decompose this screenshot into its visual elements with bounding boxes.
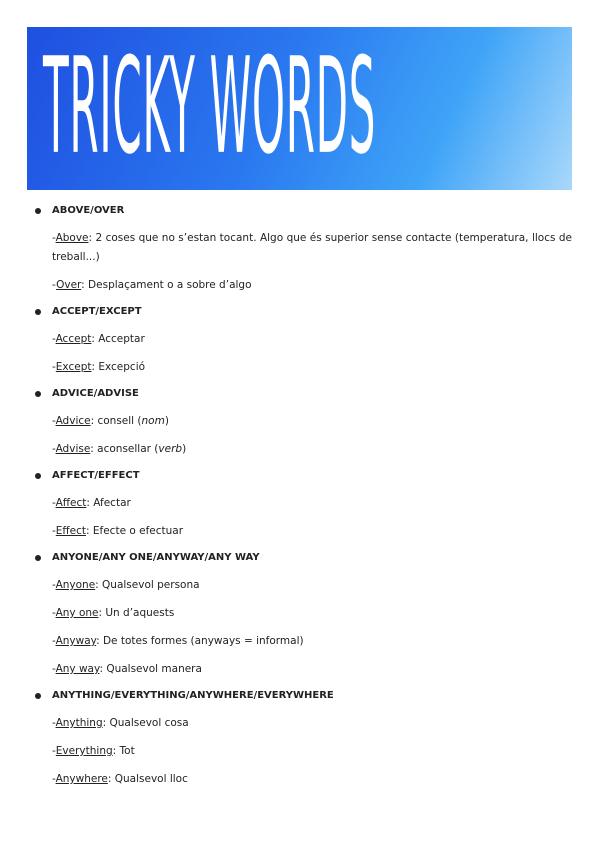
entry-term: Anyway [55, 635, 97, 647]
section-anything-everywhere [35, 688, 572, 789]
entry-term: Anything [55, 717, 103, 729]
page-title: TRICKY WORDS [43, 30, 377, 185]
entry-definition: : 2 coses que no s’estan tocant. Algo que és superior sense contacte (temperatura, llocs de treball...) [52, 232, 572, 263]
entry-definition: : Qualsevol manera [99, 663, 202, 675]
entry-term: Advice [55, 415, 91, 427]
bullet-icon [35, 391, 41, 397]
entry-definition: : Desplaçament o a sobre d’algo [81, 279, 252, 291]
entry-term: Any one [55, 607, 99, 619]
entry-definition: : Tot [112, 745, 135, 757]
section-heading: ADVICE/ADVISE [35, 386, 572, 402]
entry-term: Accept [55, 333, 92, 345]
section-heading: ACCEPT/EXCEPT [35, 304, 572, 320]
section-heading: ANYTHING/EVERYTHING/ANYWHERE/EVERYWHERE [35, 688, 572, 704]
entry-term: Advise [55, 443, 91, 455]
entry-advise: -Advise: aconsellar (verb) [52, 443, 187, 455]
section-heading: ANYONE/ANY ONE/ANYWAY/ANY WAY [35, 550, 572, 566]
entry-note: nom [141, 415, 165, 427]
section-affect-effect [35, 468, 572, 541]
entry-definition: : Excepció [91, 361, 146, 373]
entry-definition: : Qualsevol cosa [102, 717, 189, 729]
entry-except: -Except: Excepció [52, 361, 146, 373]
entry-definition: : Efecte o efectuar [86, 525, 184, 537]
entry-anything: -Anything: Qualsevol cosa [52, 717, 189, 729]
bullet-icon [35, 309, 41, 315]
bullet-icon [35, 693, 41, 699]
entry-effect: -Effect: Efecte o efectuar [52, 525, 184, 537]
entry-term: Above [55, 232, 89, 244]
section-advice-advise [35, 386, 572, 459]
entry-definition: : Qualsevol persona [95, 579, 200, 591]
entry-term: Anywhere [55, 773, 108, 785]
entry-term: Except [55, 361, 92, 373]
entry-over: -Over: Desplaçament o a sobre d’algo [52, 279, 252, 291]
entry-term: Anyone [55, 579, 96, 591]
entry-definition: : Un d’aquests [98, 607, 175, 619]
entry-definition: : consell ( [90, 415, 142, 427]
entry-accept: -Accept: Acceptar [52, 333, 145, 345]
bullet-icon [35, 555, 41, 561]
entry-affect: -Affect: Afectar [52, 497, 131, 509]
entry-definition: : aconsellar ( [90, 443, 159, 455]
section-anyone-anyway [35, 550, 572, 679]
entry-definition: : De totes formes (anyways = informal) [96, 635, 304, 647]
entry-term: Affect [55, 497, 87, 509]
section-accept-except [35, 304, 572, 377]
entry-anyone: -Anyone: Qualsevol persona [52, 579, 200, 591]
entry-any-way: -Any way: Qualsevol manera [52, 663, 202, 675]
section-above-over [35, 203, 572, 295]
section-heading: ABOVE/OVER [35, 203, 572, 219]
entry-term: Any way [55, 663, 100, 675]
entry-anywhere: -Anywhere: Qualsevol lloc [52, 773, 188, 785]
entry-term: Effect [55, 525, 87, 537]
word-list [35, 203, 572, 798]
entry-term: Over [56, 279, 82, 291]
bullet-icon [35, 473, 41, 479]
bullet-icon [35, 208, 41, 214]
entry-term: Everything [55, 745, 113, 757]
entry-above: -Above: 2 coses que no s’estan tocant. Algo que és superior sense contacte (temperatura, llocs de treball...) [52, 232, 572, 263]
title-banner [27, 27, 572, 190]
entry-definition: : Qualsevol lloc [107, 773, 188, 785]
entry-anyway: -Anyway: De totes formes (anyways = informal) [52, 635, 304, 647]
entry-definition: : Afectar [86, 497, 131, 509]
entry-any-one: -Any one: Un d’aquests [52, 607, 175, 619]
entry-advice: -Advice: consell (nom) [52, 415, 169, 427]
section-heading: AFFECT/EFFECT [35, 468, 572, 484]
entry-note: verb [158, 443, 183, 455]
entry-everything: -Everything: Tot [52, 745, 135, 757]
entry-definition: : Acceptar [91, 333, 145, 345]
